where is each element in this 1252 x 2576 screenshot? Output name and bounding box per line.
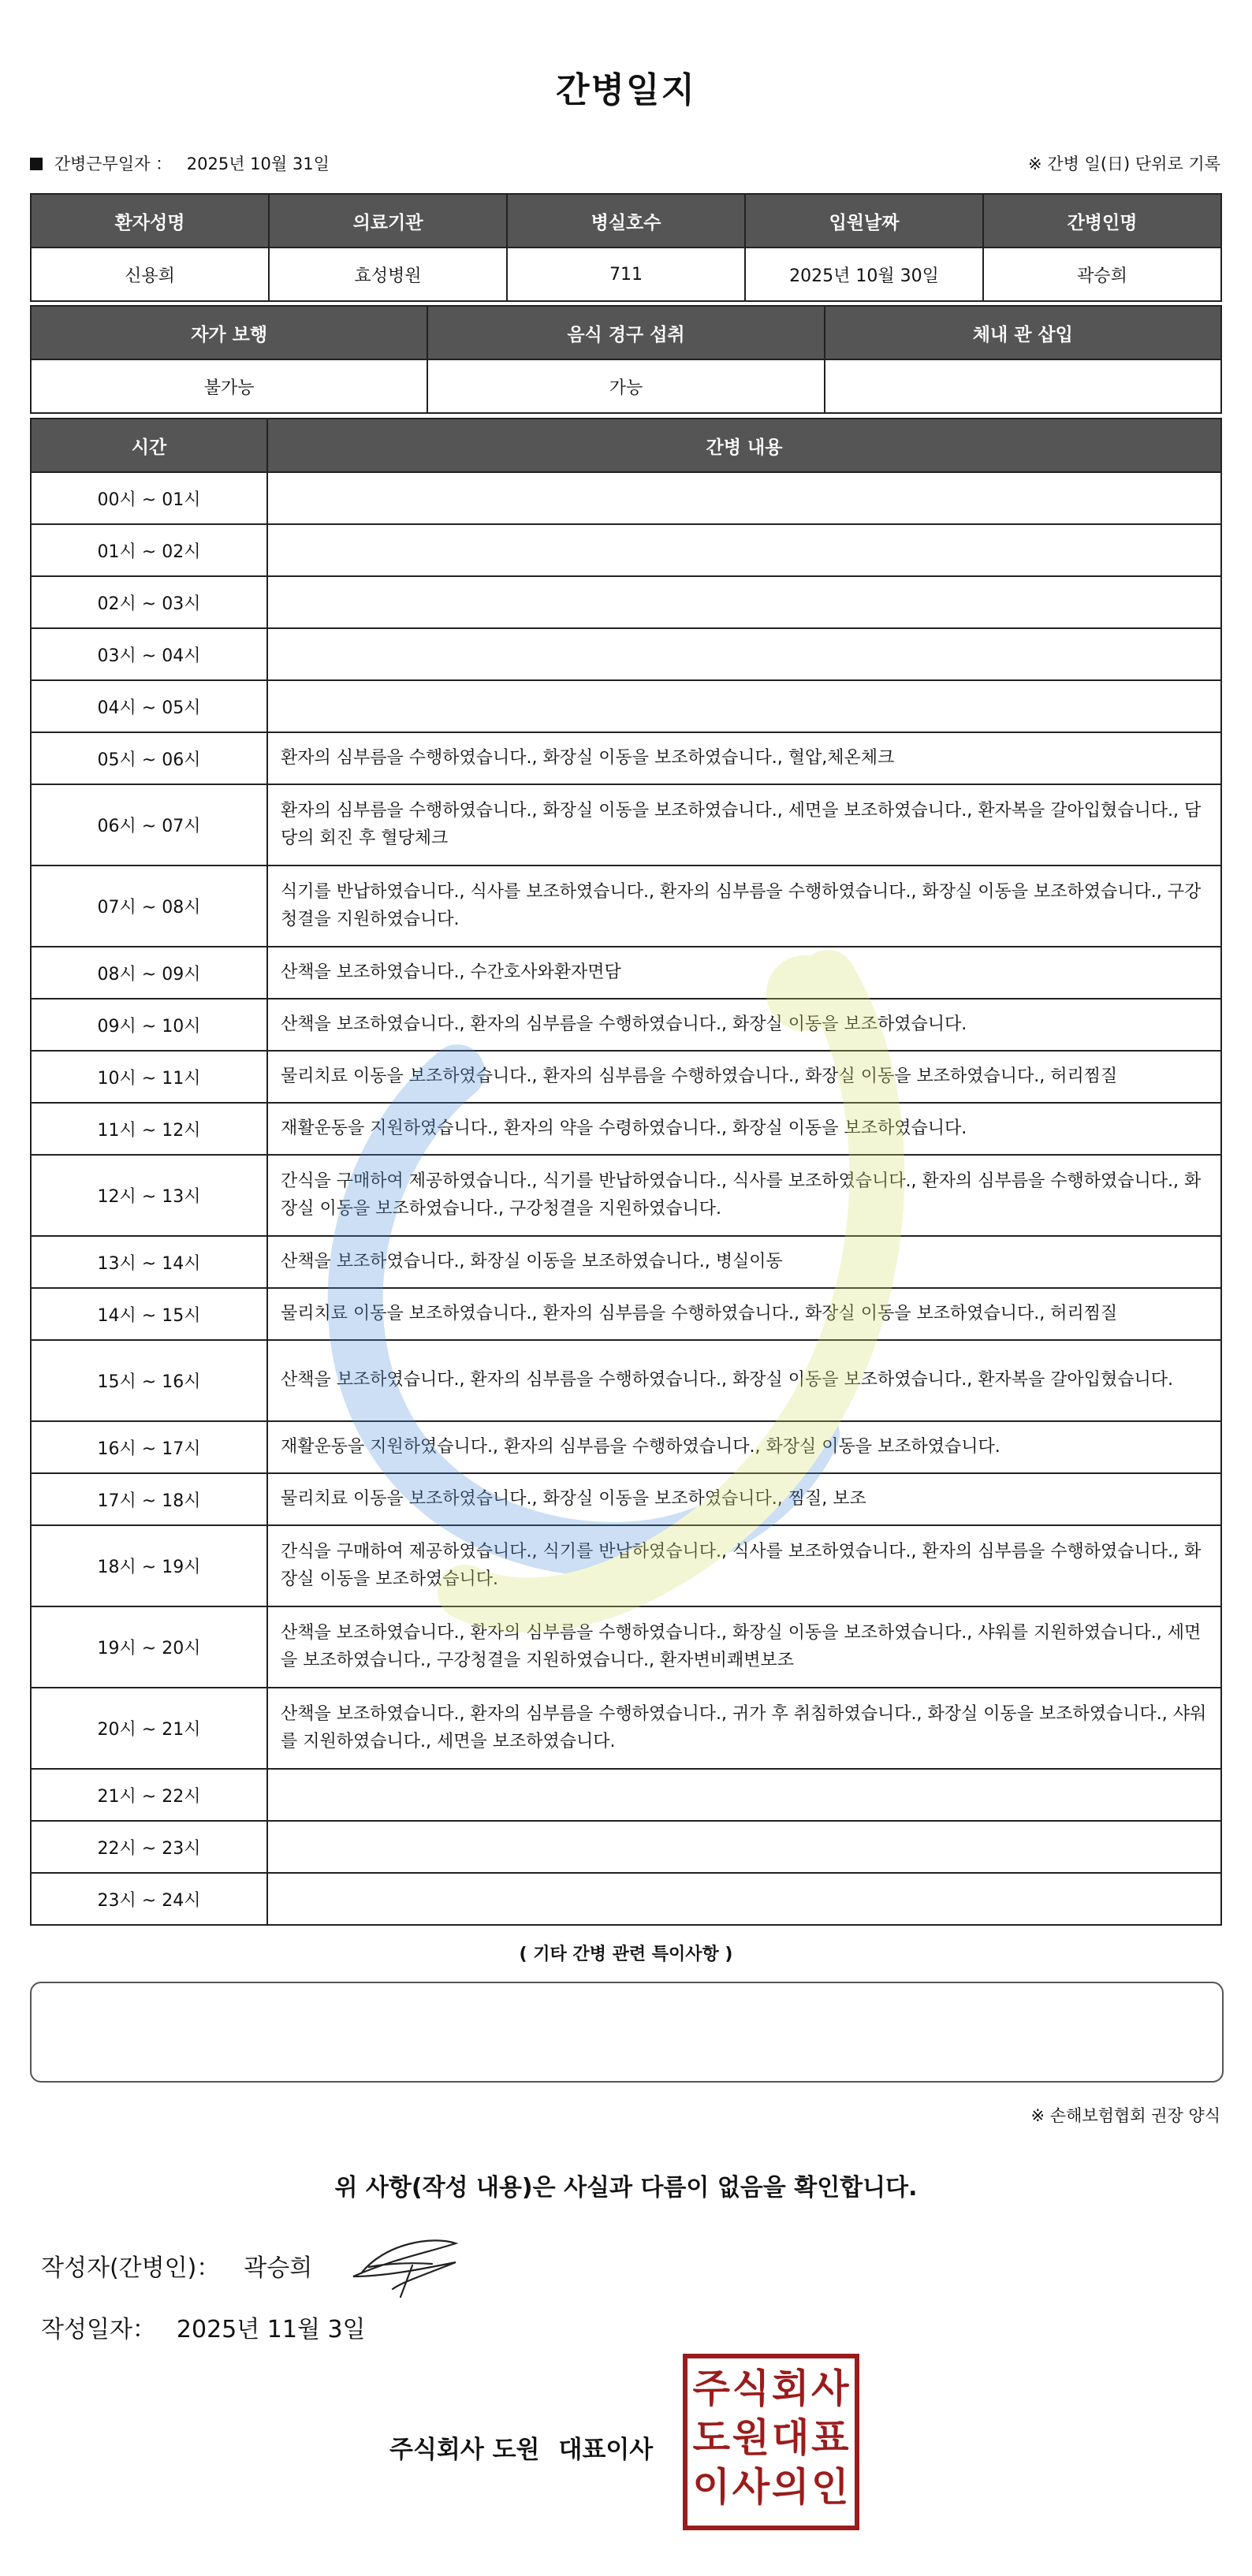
remarks-title: ( 기타 간병 관련 특이사항 ) bbox=[519, 1945, 733, 1964]
care-log-content: 간식을 구매하여 제공하였습니다., 식기를 반납하였습니다., 식사를 보조하였습니다., 환자의 심부름을 수행하였습니다., 화장실 이동을 보조하였습니다., 구강청결을 지원하였습니다. bbox=[267, 1155, 1221, 1236]
care-log-row bbox=[31, 1155, 1221, 1236]
write-date-line bbox=[41, 2310, 366, 2344]
seal-glyph: 주 bbox=[692, 2365, 731, 2411]
patient-info-table bbox=[30, 193, 1222, 302]
care-log-header-row bbox=[31, 419, 1221, 472]
care-log-time: 17시 ~ 18시 bbox=[31, 1473, 267, 1525]
care-log-row bbox=[31, 680, 1221, 732]
patient-info-header-row bbox=[31, 194, 1221, 248]
care-log-row bbox=[31, 1103, 1221, 1155]
care-log-time: 08시 ~ 09시 bbox=[31, 947, 267, 999]
care-log-time: 22시 ~ 23시 bbox=[31, 1821, 267, 1873]
care-log-time: 05시 ~ 06시 bbox=[31, 732, 267, 784]
writer-label: 작성자(간병인)： bbox=[41, 2254, 221, 2282]
care-log-time: 02시 ~ 03시 bbox=[31, 576, 267, 628]
care-log-content bbox=[267, 524, 1221, 576]
care-log-row bbox=[31, 1473, 1221, 1525]
care-log-content: 산책을 보조하였습니다., 환자의 심부름을 수행하였습니다., 화장실 이동을 보조하였습니다. bbox=[267, 999, 1221, 1051]
care-log-row bbox=[31, 628, 1221, 680]
company-line bbox=[389, 2429, 653, 2465]
seal-glyph: 도 bbox=[692, 2414, 731, 2461]
seal-glyph: 식 bbox=[732, 2365, 770, 2411]
remarks-content bbox=[32, 1983, 1222, 2005]
care-log-row bbox=[31, 999, 1221, 1051]
care-log-time: 12시 ~ 13시 bbox=[31, 1155, 267, 1236]
company-seal-icon bbox=[683, 2354, 859, 2530]
care-log-row bbox=[31, 732, 1221, 784]
confirmation-statement: 위 사항(작성 내용)은 사실과 다름이 없음을 확인합니다. bbox=[334, 2174, 918, 2202]
care-log-time: 16시 ~ 17시 bbox=[31, 1421, 267, 1473]
care-log-content: 재활운동을 지원하였습니다., 환자의 약을 수령하였습니다., 화장실 이동을 보조하였습니다. bbox=[267, 1103, 1221, 1155]
header-patient-name: 환자성명 bbox=[31, 194, 269, 248]
care-log-content: 물리치료 이동을 보조하였습니다., 환자의 심부름을 수행하였습니다., 화장실 이동을 보조하였습니다., 허리찜질 bbox=[267, 1288, 1221, 1340]
room-number: 711 bbox=[507, 248, 745, 301]
care-log-time: 03시 ~ 04시 bbox=[31, 628, 267, 680]
seal-glyph: 이 bbox=[692, 2463, 731, 2510]
writer-line bbox=[41, 2248, 312, 2283]
care-log-time: 23시 ~ 24시 bbox=[31, 1873, 267, 1925]
care-log-content bbox=[267, 1873, 1221, 1925]
care-log-row bbox=[31, 1873, 1221, 1925]
care-log-row bbox=[31, 1236, 1221, 1288]
care-log-content bbox=[267, 472, 1221, 524]
care-log-content: 간식을 구매하여 제공하였습니다., 식기를 반납하였습니다., 식사를 보조하였습니다., 환자의 심부름을 수행하였습니다., 화장실 이동을 보조하였습니다. bbox=[267, 1525, 1221, 1606]
company-ceo-title: 대표이사 bbox=[558, 2436, 654, 2464]
care-log-time: 10시 ~ 11시 bbox=[31, 1051, 267, 1103]
care-log-content: 산책을 보조하였습니다., 환자의 심부름을 수행하였습니다., 화장실 이동을 보조하였습니다., 샤워를 지원하였습니다., 세면을 보조하였습니다., 구강청결을 지원하였습니다., 환자변비쾌변보조 bbox=[267, 1606, 1221, 1688]
care-log-time: 18시 ~ 19시 bbox=[31, 1525, 267, 1606]
care-log-content: 산책을 보조하였습니다., 화장실 이동을 보조하였습니다., 병실이동 bbox=[267, 1236, 1221, 1288]
oral-intake-value: 가능 bbox=[427, 359, 824, 413]
page-title: 간병일지 bbox=[555, 70, 696, 110]
care-log-row bbox=[31, 1051, 1221, 1103]
header-oral-intake: 음식 경구 섭취 bbox=[427, 306, 824, 359]
status-value-row bbox=[31, 359, 1221, 413]
seal-glyph: 원 bbox=[732, 2414, 770, 2461]
care-log-content bbox=[267, 628, 1221, 680]
care-log-time: 15시 ~ 16시 bbox=[31, 1340, 267, 1421]
care-log-row bbox=[31, 1688, 1221, 1769]
care-log-time: 21시 ~ 22시 bbox=[31, 1769, 267, 1821]
care-log-body bbox=[31, 472, 1221, 1925]
care-log-row bbox=[31, 784, 1221, 865]
signature-icon bbox=[337, 2228, 470, 2299]
work-date-label: 간병근무일자 ： bbox=[54, 154, 173, 173]
caregiver-name: 곽승희 bbox=[983, 248, 1221, 301]
care-log-content: 산책을 보조하였습니다., 환자의 심부름을 수행하였습니다., 귀가 후 취침하였습니다., 화장실 이동을 보조하였습니다., 샤워를 지원하였습니다., 세면을 보조하였습니다. bbox=[267, 1688, 1221, 1769]
care-log-content: 환자의 심부름을 수행하였습니다., 화장실 이동을 보조하였습니다., 혈압,체온체크 bbox=[267, 732, 1221, 784]
header-time: 시간 bbox=[31, 419, 267, 472]
header-self-walking: 자가 보행 bbox=[31, 306, 427, 359]
care-log-time: 14시 ~ 15시 bbox=[31, 1288, 267, 1340]
unit-note: ※ 간병 일(日) 단위로 기록 bbox=[1028, 154, 1220, 173]
seal-glyph: 회 bbox=[771, 2365, 810, 2411]
care-log-time: 09시 ~ 10시 bbox=[31, 999, 267, 1051]
care-log-row bbox=[31, 865, 1221, 947]
patient-name: 신용희 bbox=[31, 248, 269, 301]
header-tube-insertion: 체내 관 삽입 bbox=[825, 306, 1221, 359]
care-log-row bbox=[31, 1821, 1221, 1873]
form-note: ※ 손해보험협회 권장 양식 bbox=[1030, 2106, 1220, 2125]
care-log-table bbox=[30, 418, 1222, 1926]
care-log-content: 산책을 보조하였습니다., 환자의 심부름을 수행하였습니다., 화장실 이동을 보조하였습니다., 환자복을 갈아입혔습니다. bbox=[267, 1340, 1221, 1421]
care-log-row bbox=[31, 576, 1221, 628]
care-log-row bbox=[31, 1525, 1221, 1606]
care-log-time: 13시 ~ 14시 bbox=[31, 1236, 267, 1288]
care-log-row bbox=[31, 472, 1221, 524]
care-log-content bbox=[267, 1769, 1221, 1821]
square-bullet-icon bbox=[30, 158, 43, 170]
seal-glyph: 대 bbox=[771, 2414, 810, 2461]
patient-status-table bbox=[30, 305, 1222, 414]
care-log-time: 04시 ~ 05시 bbox=[31, 680, 267, 732]
care-log-content: 식기를 반납하였습니다., 식사를 보조하였습니다., 환자의 심부름을 수행하였습니다., 화장실 이동을 보조하였습니다., 구강청결을 지원하였습니다. bbox=[267, 865, 1221, 947]
care-log-row bbox=[31, 1421, 1221, 1473]
care-log-time: 01시 ~ 02시 bbox=[31, 524, 267, 576]
writer-name: 곽승희 bbox=[244, 2254, 313, 2282]
care-log-row bbox=[31, 524, 1221, 576]
admission-date: 2025년 10월 30일 bbox=[745, 248, 983, 301]
care-log-time: 07시 ~ 08시 bbox=[31, 865, 267, 947]
status-header-row bbox=[31, 306, 1221, 359]
work-date-value: 2025년 10월 31일 bbox=[186, 154, 330, 173]
care-log-content: 물리치료 이동을 보조하였습니다., 환자의 심부름을 수행하였습니다., 화장실 이동을 보조하였습니다., 허리찜질 bbox=[267, 1051, 1221, 1103]
hospital: 효성병원 bbox=[269, 248, 507, 301]
care-log-time: 11시 ~ 12시 bbox=[31, 1103, 267, 1155]
care-log-row bbox=[31, 1769, 1221, 1821]
care-log-content bbox=[267, 1821, 1221, 1873]
care-log-time: 00시 ~ 01시 bbox=[31, 472, 267, 524]
header-care-content: 간병 내용 bbox=[267, 419, 1221, 472]
care-log-time: 19시 ~ 20시 bbox=[31, 1606, 267, 1688]
seal-glyph: 표 bbox=[811, 2414, 849, 2461]
header-caregiver-name: 간병인명 bbox=[983, 194, 1221, 248]
patient-info-value-row bbox=[31, 248, 1221, 301]
care-log-content bbox=[267, 680, 1221, 732]
seal-glyph: 사 bbox=[732, 2463, 770, 2510]
seal-glyph: 인 bbox=[811, 2463, 849, 2510]
care-log-content bbox=[267, 576, 1221, 628]
care-log-row bbox=[31, 1340, 1221, 1421]
care-log-time: 06시 ~ 07시 bbox=[31, 784, 267, 865]
care-log-row bbox=[31, 1288, 1221, 1340]
care-log-content: 환자의 심부름을 수행하였습니다., 화장실 이동을 보조하였습니다., 세면을 보조하였습니다., 환자복을 갈아입혔습니다., 담당의 회진 후 혈당체크 bbox=[267, 784, 1221, 865]
self-walking-value: 불가능 bbox=[31, 359, 427, 413]
write-date-value: 2025년 11월 3일 bbox=[176, 2316, 366, 2343]
care-log-content: 재활운동을 지원하였습니다., 환자의 심부름을 수행하였습니다., 화장실 이동을 보조하였습니다. bbox=[267, 1421, 1221, 1473]
company-name: 주식회사 도원 bbox=[389, 2436, 540, 2464]
care-log-row bbox=[31, 947, 1221, 999]
care-log-time: 20시 ~ 21시 bbox=[31, 1688, 267, 1769]
write-date-label: 작성일자： bbox=[41, 2316, 156, 2343]
care-log-content: 산책을 보조하였습니다., 수간호사와환자면담 bbox=[267, 947, 1221, 999]
header-room-number: 병실호수 bbox=[507, 194, 745, 248]
care-log-row bbox=[31, 1606, 1221, 1688]
tube-insertion-value bbox=[825, 359, 1221, 413]
remarks-box bbox=[30, 1982, 1224, 2083]
seal-glyph: 의 bbox=[771, 2463, 810, 2510]
seal-glyph: 사 bbox=[811, 2365, 849, 2411]
work-date bbox=[30, 151, 330, 175]
header-admission-date: 입원날짜 bbox=[745, 194, 983, 248]
header-hospital: 의료기관 bbox=[269, 194, 507, 248]
care-log-content: 물리치료 이동을 보조하였습니다., 화장실 이동을 보조하였습니다., 찜질, 보조 bbox=[267, 1473, 1221, 1525]
